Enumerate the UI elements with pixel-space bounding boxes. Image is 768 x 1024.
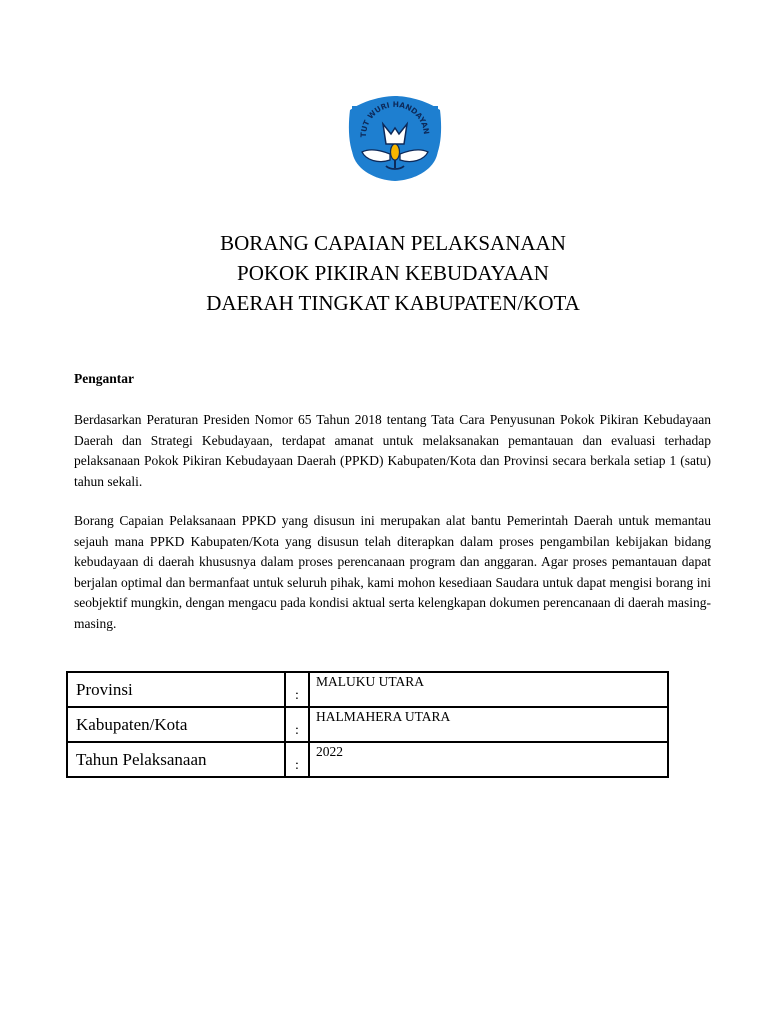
table-row: [67, 672, 668, 707]
table-row: [67, 742, 668, 777]
value-provinsi[interactable]: MALUKU UTARA: [309, 672, 668, 707]
identity-table: [66, 671, 669, 778]
row-label-kabupaten-kota: Kabupaten/Kota: [67, 707, 285, 742]
intro-paragraph-1: Berdasarkan Peraturan Presiden Nomor 65 Tahun 2018 tentang Tata Cara Penyusunan Pokok Pikiran Kebudayaan Daerah dan Strategi Kebudayaan, terdapat amanat untuk melaksanakan pemantauan dan evaluasi terhadap pelaksanaan Pokok Pikiran Kebudayaan Daerah (PPKD) Kabupaten/Kota dan Provinsi secara berkala setiap 1 (satu) tahun sekali.: [74, 412, 711, 489]
colon-separator: :: [285, 672, 309, 707]
title-line-3: DAERAH TINGKAT KABUPATEN/KOTA: [206, 291, 580, 315]
row-label-provinsi: Provinsi: [67, 672, 285, 707]
value-kabupaten-kota[interactable]: HALMAHERA UTARA: [309, 707, 668, 742]
title-line-1: BORANG CAPAIAN PELAKSANAAN: [220, 231, 566, 255]
logo-motto: TUT WURI HANDAYAN: [358, 99, 432, 138]
row-label-tahun-pelaksanaan: Tahun Pelaksanaan: [67, 742, 285, 777]
title-line-2: POKOK PIKIRAN KEBUDAYAAN: [237, 261, 549, 285]
tut-wuri-handayani-logo: [346, 90, 444, 182]
intro-paragraph-2: Borang Capaian Pelaksanaan PPKD yang disusun ini merupakan alat bantu Pemerintah Daerah untuk memantau sejauh mana PPKD Kabupaten/Kota yang disusun telah diterapkan dalam proses pengambilan kebijakan bidang kebudayaan di daerah khususnya dalam proses perencanaan program dan anggaran. Agar proses pemantauan dapat berjalan optimal dan bermanfaat untuk seluruh pihak, kami mohon kesediaan Saudara untuk dapat mengisi borang ini seobjektif mungkin, dengan mengacu pada kondisi aktual serta kelengkapan dokumen perencanaan di daerah masing-masing.: [74, 513, 711, 631]
value-tahun-pelaksanaan[interactable]: 2022: [309, 742, 668, 777]
colon-separator: :: [285, 742, 309, 777]
section-heading-intro: Pengantar: [74, 371, 134, 386]
colon-separator: :: [285, 707, 309, 742]
table-row: [67, 707, 668, 742]
document-title: [0, 228, 768, 318]
